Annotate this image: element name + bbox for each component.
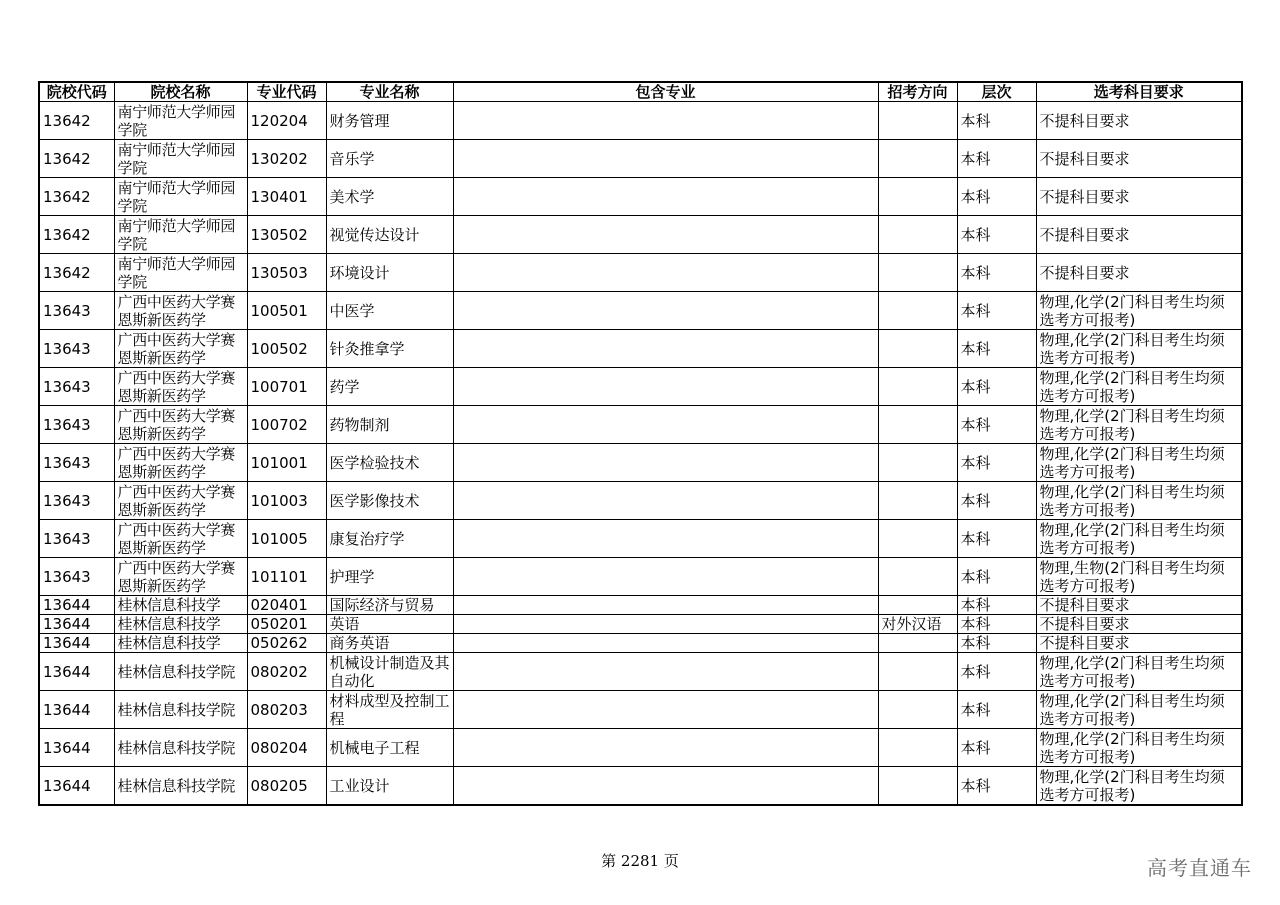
level-cell: 本科 <box>957 634 1036 653</box>
level-cell: 本科 <box>957 482 1036 520</box>
major-name-cell: 工业设计 <box>326 767 453 806</box>
major-name-cell: 中医学 <box>326 292 453 330</box>
subject-requirement-cell: 不提科目要求 <box>1036 634 1242 653</box>
school-code-cell: 13642 <box>39 178 114 216</box>
school-code-cell: 13644 <box>39 596 114 615</box>
included-majors-cell <box>453 558 878 596</box>
school-name-cell: 南宁师范大学师园学院 <box>114 140 247 178</box>
school-name-cell: 桂林信息科技学院 <box>114 767 247 806</box>
header-major-code: 专业代码 <box>247 82 326 102</box>
major-name-cell: 医学检验技术 <box>326 444 453 482</box>
major-code-cell: 130401 <box>247 178 326 216</box>
included-majors-cell <box>453 729 878 767</box>
major-name-cell: 国际经济与贸易 <box>326 596 453 615</box>
major-code-cell: 101101 <box>247 558 326 596</box>
direction-cell <box>878 102 957 140</box>
major-code-cell: 120204 <box>247 102 326 140</box>
major-code-cell: 130202 <box>247 140 326 178</box>
included-majors-cell <box>453 767 878 806</box>
school-code-cell: 13644 <box>39 767 114 806</box>
subject-requirement-cell: 不提科目要求 <box>1036 254 1242 292</box>
school-code-cell: 13642 <box>39 140 114 178</box>
included-majors-cell <box>453 444 878 482</box>
major-code-cell: 130503 <box>247 254 326 292</box>
included-majors-cell <box>453 634 878 653</box>
included-majors-cell <box>453 596 878 615</box>
school-name-cell: 广西中医药大学赛恩斯新医药学 <box>114 520 247 558</box>
included-majors-cell <box>453 102 878 140</box>
level-cell: 本科 <box>957 292 1036 330</box>
school-code-cell: 13644 <box>39 615 114 634</box>
school-name-cell: 广西中医药大学赛恩斯新医药学 <box>114 292 247 330</box>
school-code-cell: 13643 <box>39 558 114 596</box>
direction-cell <box>878 368 957 406</box>
included-majors-cell <box>453 254 878 292</box>
major-code-cell: 080204 <box>247 729 326 767</box>
included-majors-cell <box>453 482 878 520</box>
level-cell: 本科 <box>957 102 1036 140</box>
included-majors-cell <box>453 216 878 254</box>
major-name-cell: 医学影像技术 <box>326 482 453 520</box>
school-code-cell: 13643 <box>39 482 114 520</box>
major-code-cell: 080205 <box>247 767 326 806</box>
school-name-cell: 广西中医药大学赛恩斯新医药学 <box>114 444 247 482</box>
direction-cell <box>878 216 957 254</box>
subject-requirement-cell: 物理,化学(2门科目考生均须选考方可报考) <box>1036 691 1242 729</box>
major-name-cell: 药物制剂 <box>326 406 453 444</box>
school-name-cell: 南宁师范大学师园学院 <box>114 102 247 140</box>
subject-requirement-cell: 不提科目要求 <box>1036 216 1242 254</box>
school-code-cell: 13644 <box>39 729 114 767</box>
school-name-cell: 广西中医药大学赛恩斯新医药学 <box>114 406 247 444</box>
school-code-cell: 13642 <box>39 102 114 140</box>
major-code-cell: 101003 <box>247 482 326 520</box>
level-cell: 本科 <box>957 178 1036 216</box>
header-subject-requirement: 选考科目要求 <box>1036 82 1242 102</box>
school-name-cell: 桂林信息科技学院 <box>114 653 247 691</box>
major-code-cell: 080203 <box>247 691 326 729</box>
level-cell: 本科 <box>957 691 1036 729</box>
subject-requirement-cell: 物理,化学(2门科目考生均须选考方可报考) <box>1036 482 1242 520</box>
table-row <box>39 140 1242 178</box>
major-code-cell: 050201 <box>247 615 326 634</box>
included-majors-cell <box>453 368 878 406</box>
subject-requirement-cell: 不提科目要求 <box>1036 178 1242 216</box>
direction-cell <box>878 558 957 596</box>
header-level: 层次 <box>957 82 1036 102</box>
major-name-cell: 视觉传达设计 <box>326 216 453 254</box>
table-row <box>39 596 1242 615</box>
major-name-cell: 音乐学 <box>326 140 453 178</box>
direction-cell <box>878 520 957 558</box>
level-cell: 本科 <box>957 330 1036 368</box>
level-cell: 本科 <box>957 140 1036 178</box>
subject-requirement-cell: 物理,化学(2门科目考生均须选考方可报考) <box>1036 444 1242 482</box>
included-majors-cell <box>453 615 878 634</box>
header-included-majors: 包含专业 <box>453 82 878 102</box>
major-name-cell: 美术学 <box>326 178 453 216</box>
table-row <box>39 178 1242 216</box>
direction-cell <box>878 691 957 729</box>
level-cell: 本科 <box>957 729 1036 767</box>
school-code-cell: 13644 <box>39 691 114 729</box>
page-number: 第 2281 页 <box>601 852 679 870</box>
included-majors-cell <box>453 406 878 444</box>
subject-requirement-cell: 物理,化学(2门科目考生均须选考方可报考) <box>1036 653 1242 691</box>
level-cell: 本科 <box>957 767 1036 806</box>
subject-requirement-cell: 物理,化学(2门科目考生均须选考方可报考) <box>1036 520 1242 558</box>
school-code-cell: 13643 <box>39 406 114 444</box>
major-name-cell: 英语 <box>326 615 453 634</box>
table-row <box>39 444 1242 482</box>
major-name-cell: 康复治疗学 <box>326 520 453 558</box>
subject-requirement-cell: 物理,化学(2门科目考生均须选考方可报考) <box>1036 292 1242 330</box>
school-code-cell: 13644 <box>39 634 114 653</box>
school-code-cell: 13643 <box>39 368 114 406</box>
school-code-cell: 13643 <box>39 444 114 482</box>
direction-cell <box>878 140 957 178</box>
level-cell: 本科 <box>957 520 1036 558</box>
subject-requirement-cell: 物理,化学(2门科目考生均须选考方可报考) <box>1036 330 1242 368</box>
level-cell: 本科 <box>957 615 1036 634</box>
school-code-cell: 13642 <box>39 254 114 292</box>
school-name-cell: 南宁师范大学师园学院 <box>114 254 247 292</box>
school-code-cell: 13642 <box>39 216 114 254</box>
table-row <box>39 254 1242 292</box>
school-code-cell: 13643 <box>39 520 114 558</box>
included-majors-cell <box>453 292 878 330</box>
table-row <box>39 102 1242 140</box>
direction-cell <box>878 406 957 444</box>
table-row <box>39 216 1242 254</box>
major-name-cell: 材料成型及控制工程 <box>326 691 453 729</box>
school-name-cell: 广西中医药大学赛恩斯新医药学 <box>114 368 247 406</box>
level-cell: 本科 <box>957 216 1036 254</box>
header-school-name: 院校名称 <box>114 82 247 102</box>
direction-cell <box>878 729 957 767</box>
direction-cell: 对外汉语 <box>878 615 957 634</box>
header-school-code: 院校代码 <box>39 82 114 102</box>
subject-requirement-cell: 不提科目要求 <box>1036 596 1242 615</box>
school-name-cell: 广西中医药大学赛恩斯新医药学 <box>114 482 247 520</box>
school-name-cell: 桂林信息科技学 <box>114 615 247 634</box>
level-cell: 本科 <box>957 596 1036 615</box>
table-body <box>39 102 1242 806</box>
direction-cell <box>878 596 957 615</box>
included-majors-cell <box>453 653 878 691</box>
subject-requirement-cell: 不提科目要求 <box>1036 615 1242 634</box>
table-row <box>39 634 1242 653</box>
table-header-row <box>39 82 1242 102</box>
major-name-cell: 针灸推拿学 <box>326 330 453 368</box>
included-majors-cell <box>453 140 878 178</box>
subject-requirement-cell: 物理,化学(2门科目考生均须选考方可报考) <box>1036 729 1242 767</box>
level-cell: 本科 <box>957 558 1036 596</box>
direction-cell <box>878 292 957 330</box>
direction-cell <box>878 330 957 368</box>
major-name-cell: 环境设计 <box>326 254 453 292</box>
subject-requirement-cell: 物理,化学(2门科目考生均须选考方可报考) <box>1036 368 1242 406</box>
direction-cell <box>878 254 957 292</box>
major-name-cell: 药学 <box>326 368 453 406</box>
school-name-cell: 广西中医药大学赛恩斯新医药学 <box>114 330 247 368</box>
table-row <box>39 482 1242 520</box>
table-row <box>39 292 1242 330</box>
school-name-cell: 桂林信息科技学 <box>114 596 247 615</box>
school-name-cell: 桂林信息科技学院 <box>114 729 247 767</box>
subject-requirement-cell: 物理,化学(2门科目考生均须选考方可报考) <box>1036 406 1242 444</box>
subject-requirement-cell: 不提科目要求 <box>1036 102 1242 140</box>
school-code-cell: 13644 <box>39 653 114 691</box>
major-code-cell: 101005 <box>247 520 326 558</box>
major-name-cell: 财务管理 <box>326 102 453 140</box>
included-majors-cell <box>453 520 878 558</box>
school-name-cell: 桂林信息科技学 <box>114 634 247 653</box>
level-cell: 本科 <box>957 254 1036 292</box>
school-code-cell: 13643 <box>39 292 114 330</box>
school-name-cell: 南宁师范大学师园学院 <box>114 178 247 216</box>
table-row <box>39 767 1242 806</box>
table-row <box>39 330 1242 368</box>
level-cell: 本科 <box>957 653 1036 691</box>
school-name-cell: 桂林信息科技学院 <box>114 691 247 729</box>
table-row <box>39 558 1242 596</box>
major-code-cell: 130502 <box>247 216 326 254</box>
school-name-cell: 广西中医药大学赛恩斯新医药学 <box>114 558 247 596</box>
major-name-cell: 护理学 <box>326 558 453 596</box>
major-name-cell: 商务英语 <box>326 634 453 653</box>
table-row <box>39 729 1242 767</box>
watermark-logo: 高考直通车 <box>1147 856 1252 880</box>
level-cell: 本科 <box>957 406 1036 444</box>
major-code-cell: 050262 <box>247 634 326 653</box>
table-row <box>39 691 1242 729</box>
admissions-table <box>38 81 1243 806</box>
subject-requirement-cell: 不提科目要求 <box>1036 140 1242 178</box>
major-name-cell: 机械电子工程 <box>326 729 453 767</box>
major-code-cell: 100702 <box>247 406 326 444</box>
header-major-name: 专业名称 <box>326 82 453 102</box>
major-code-cell: 100701 <box>247 368 326 406</box>
table-row <box>39 368 1242 406</box>
header-direction: 招考方向 <box>878 82 957 102</box>
direction-cell <box>878 634 957 653</box>
included-majors-cell <box>453 330 878 368</box>
major-code-cell: 020401 <box>247 596 326 615</box>
direction-cell <box>878 653 957 691</box>
direction-cell <box>878 444 957 482</box>
major-code-cell: 080202 <box>247 653 326 691</box>
level-cell: 本科 <box>957 368 1036 406</box>
table-row <box>39 520 1242 558</box>
table-row <box>39 406 1242 444</box>
subject-requirement-cell: 物理,化学(2门科目考生均须选考方可报考) <box>1036 767 1242 806</box>
table-row <box>39 653 1242 691</box>
major-code-cell: 100502 <box>247 330 326 368</box>
included-majors-cell <box>453 691 878 729</box>
direction-cell <box>878 482 957 520</box>
school-name-cell: 南宁师范大学师园学院 <box>114 216 247 254</box>
school-code-cell: 13643 <box>39 330 114 368</box>
direction-cell <box>878 178 957 216</box>
major-code-cell: 101001 <box>247 444 326 482</box>
included-majors-cell <box>453 178 878 216</box>
major-name-cell: 机械设计制造及其自动化 <box>326 653 453 691</box>
major-code-cell: 100501 <box>247 292 326 330</box>
table-row <box>39 615 1242 634</box>
direction-cell <box>878 767 957 806</box>
subject-requirement-cell: 物理,生物(2门科目考生均须选考方可报考) <box>1036 558 1242 596</box>
level-cell: 本科 <box>957 444 1036 482</box>
